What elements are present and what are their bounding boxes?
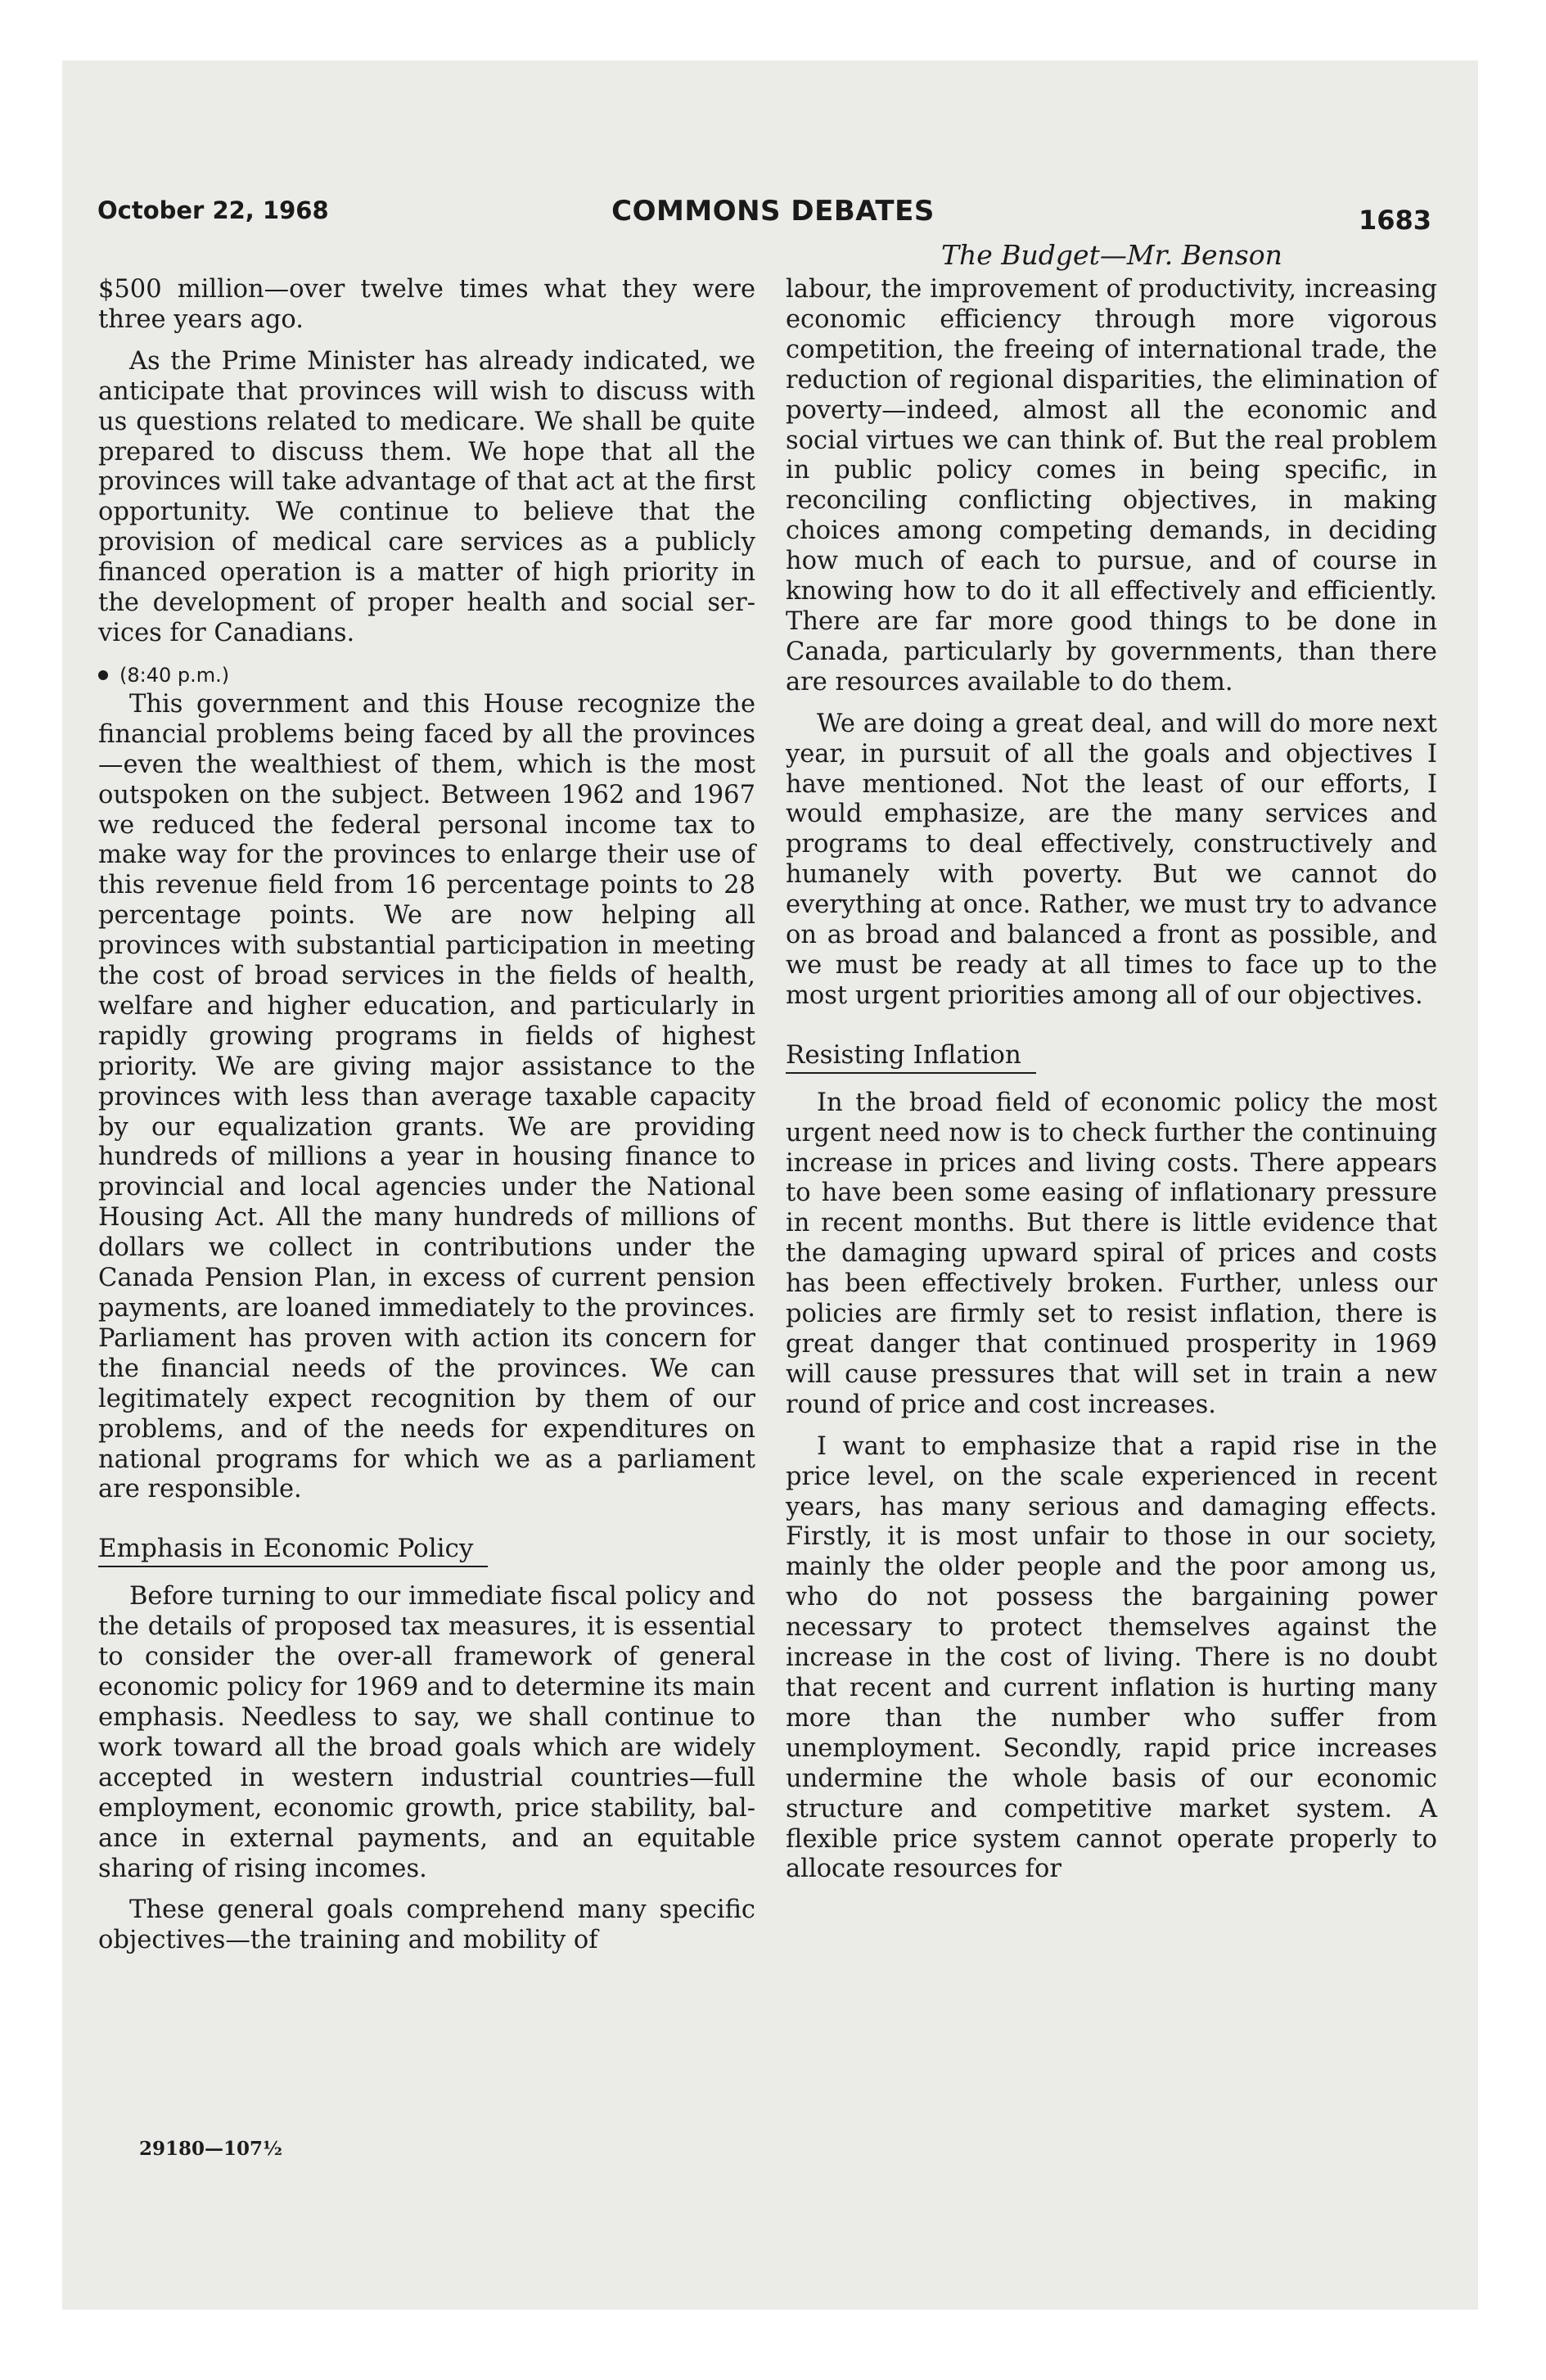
- section-heading: Resisting Inflation: [786, 1039, 1036, 1074]
- paragraph: As the Prime Minister has already indicated, we anticipate that provinces will wish to discuss with us questions related to medicare. We shall be quite prepared to discuss them. We hope that all the provinces will take advantage of that act at the first opportunity. We continue to believe that the provision of medical care services as a publicly financed operation is a matter of high priority in the development of proper health and social services for Canadians.: [98, 346, 755, 647]
- time-stamp-text: (8:40 p.m.): [119, 663, 230, 687]
- paragraph: $500 million—over twelve times what they were three years ago.: [98, 275, 755, 334]
- paragraph: I want to emphasize that a rapid rise in the price level, on the scale experienced in recent years, has many serious and damaging effects. Firstly, it is most unfair to those in our society, mainly the older people and the poor among us, who do not possess the bargaining power necessary to protect themselves against the increase in the cost of living. There is no doubt that recent and current inflation is hurting many more than the number who suffer from unemployment. Secondly, rapid price increases undermine the whole basis of our economic structure and competitive market system. A flexible price system cannot operate properly to allocate resources for: [786, 1431, 1437, 1884]
- right-column: [786, 275, 1437, 1896]
- running-head: The Budget—Mr. Benson: [941, 239, 1282, 271]
- header-date: October 22, 1968: [97, 196, 329, 224]
- paragraph: In the broad field of economic policy the most urgent need now is to check further the continuing increase in prices and living costs. There appears to have been some easing of inflationary pressure in recent months. But there is little evidence that the damaging upward spiral of prices and costs has been effectively broken. Further, unless our policies are firmly set to resist inflation, there is great danger that continued prosperity in 1969 will cause pressures that will set in train a new round of price and cost increases.: [786, 1088, 1437, 1419]
- bullet-icon: [98, 670, 108, 680]
- time-stamp: [98, 660, 755, 690]
- paragraph: This government and this House recognize the financial problems being faced by all the provinces—even the wealthiest of them, which is the most outspoken on the subject. Between 1962 and 1967 we reduced the federal personal income tax to make way for the provinces to enlarge their use of this revenue field from 16 percentage points to 28 percentage points. We are now helping all provinces with substantial participation in meeting the cost of broad services in the fields of health, welfare and higher education, and particularly in rapidly growing programs in fields of highest priority. We are giving major assistance to the provinces with less than average taxable capacity by our equalization grants. We are providing hundreds of millions a year in housing finance to provincial and local agencies under the National Housing Act. All the many hundreds of millions of dollars we collect in contributions under the Canada Pension Plan, in excess of current pension payments, are loaned immediately to the provinces. Parliament has proven with action its concern for the financial needs of the provinces. We can legitimately expect recognition by them of our problems, and of the needs for expenditures on national programs for which we as a parliament are responsible.: [98, 689, 755, 1504]
- left-column: [98, 275, 755, 1968]
- header-title: COMMONS DEBATES: [611, 195, 935, 228]
- section-heading: Emphasis in Economic Policy: [98, 1533, 488, 1567]
- paragraph: labour, the improvement of productivity, increasing economic efficiency through more vigorous competition, the freeing of international trade, the reduction of regional disparities, the elimination of poverty—indeed, almost all the economic and social virtues we can think of. But the real problem in public policy comes in being specific, in reconciling conflicting objectives, in making choices among competing demands, in deciding how much of each to pursue, and of course in knowing how to do it all effectively and efficiently. There are far more good things to be done in Canada, particularly by governments, than there are resources available to do them.: [786, 275, 1437, 696]
- paragraph: Before turning to our immediate fiscal policy and the details of proposed tax measures, it is essential to consider the over-all framework of general economic policy for 1969 and to determine its main emphasis. Needless to say, we shall continue to work toward all the broad goals which are widely accepted in western industrial countries—full employment, economic growth, price stability, balance in external payments, and an equitable sharing of rising incomes.: [98, 1582, 755, 1883]
- footer-code: 29180—107½: [139, 2138, 283, 2160]
- paragraph: These general goals comprehend many specific objectives—the training and mobility of: [98, 1895, 755, 1955]
- page-number: 1683: [1358, 205, 1431, 236]
- paragraph: We are doing a great deal, and will do more next year, in pursuit of all the goals and objectives I have mentioned. Not the least of our efforts, I would emphasize, are the many services and programs to deal effectively, constructively and humanely with poverty. But we cannot do everything at once. Rather, we must try to advance on as broad and balanced a front as possible, and we must be ready at all times to face up to the most urgent priorities among all of our objectives.: [786, 709, 1437, 1010]
